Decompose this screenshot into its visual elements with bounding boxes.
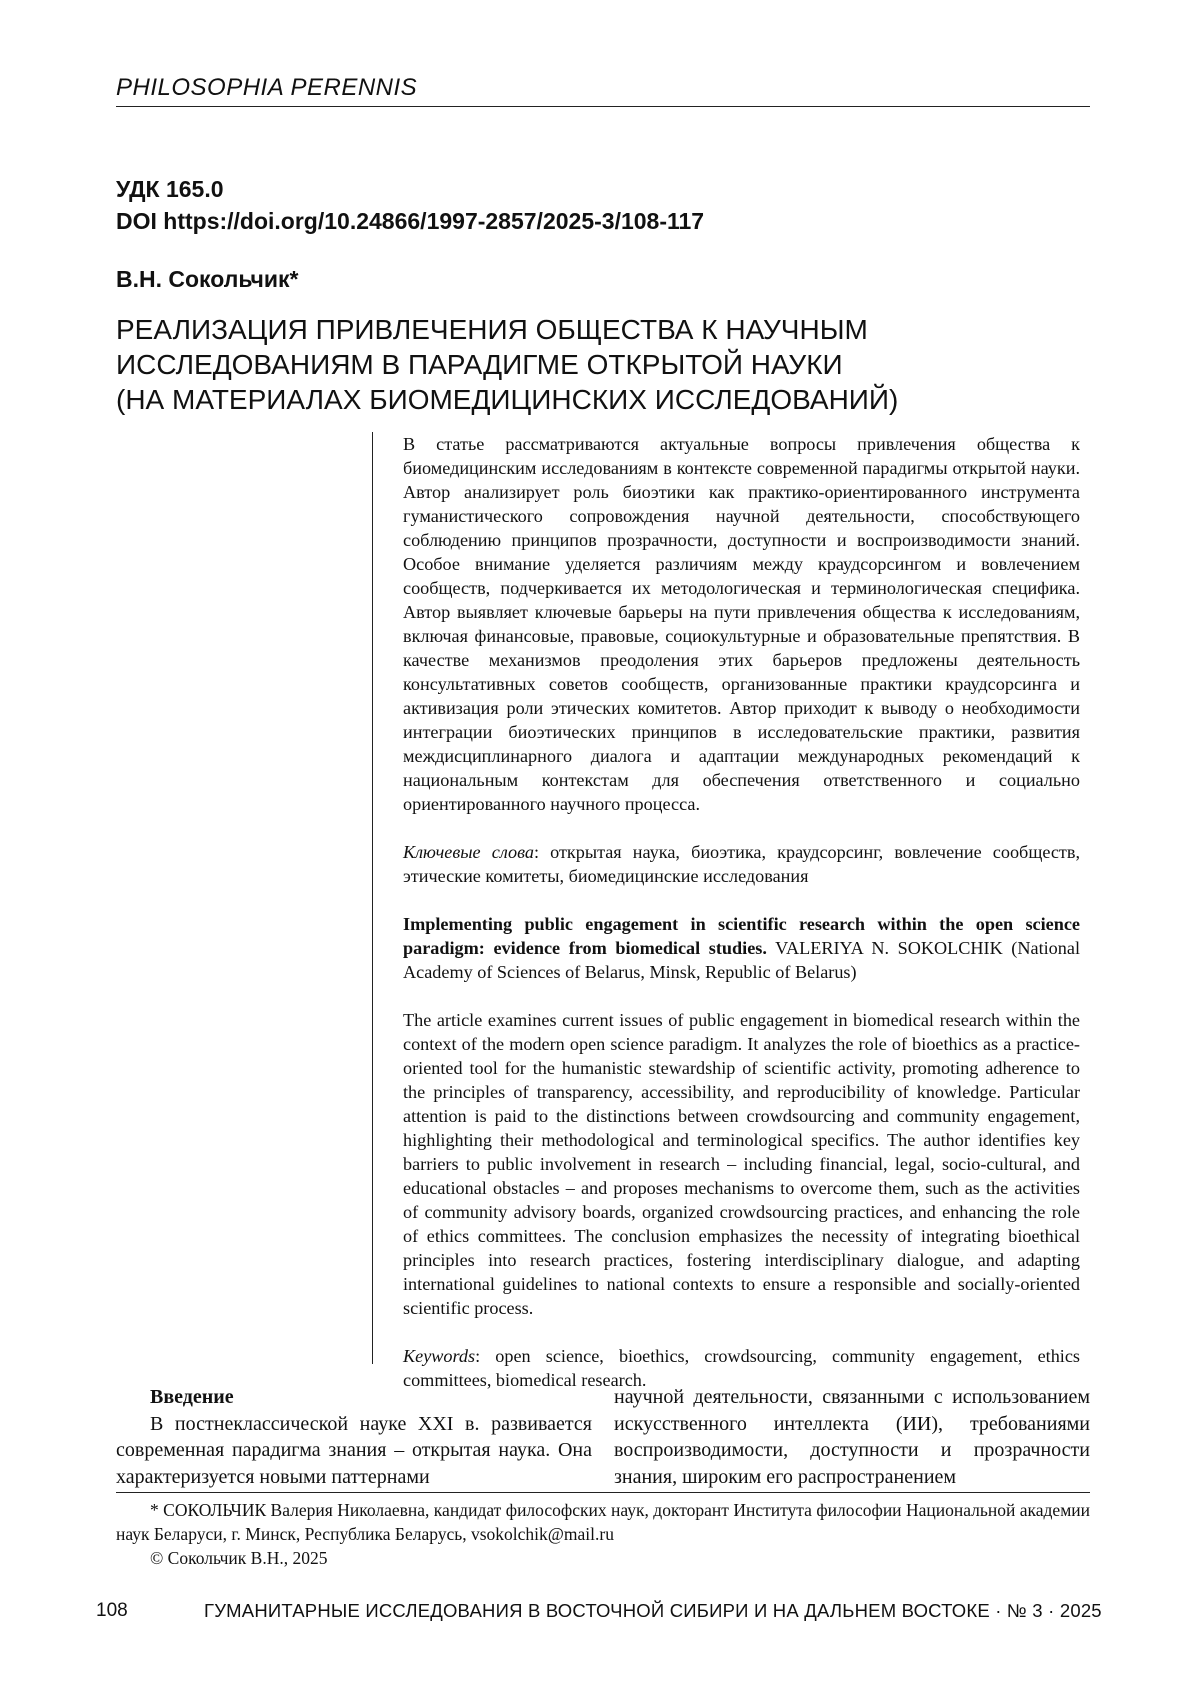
intro-heading: Введение — [150, 1386, 234, 1408]
keywords-ru-list: : открытая наука, биоэтика, краудсорсинг, вовлечение сообществ, этические комитеты, биомедицинские исследования — [403, 842, 1081, 886]
udc-code: УДК 165.0 — [116, 176, 224, 202]
article-title — [116, 312, 1016, 417]
abstract-ru: В статье рассматриваются актуальные вопросы привлечения общества к биомедицинским исследованиям в контексте современной парадигмы открытой науки. Автор анализирует роль биоэтики как практико-ориентированного инструмента гуманистического сопровождения научной деятельности, способствующего соблюдению принципов прозрачности, доступности и воспроизводимости знаний. Особое внимание уделяется различиям между краудсорсингом и вовлечением сообществ, подчеркивается их методологическая и терминологическая специфика. Автор выявляет ключевые барьеры на пути привлечения общества к исследованиям, включая финансовые, правовые, социокультурные и образовательные препятствия. В качестве механизмов преодоления этих барьеров предложены деятельность консультативных советов сообществ, организованные практики краудсорсинга и активизация роли этических комитетов. Автор приходит к выводу о необходимости интеграции биоэтических принципов в исследовательские практики, развития междисциплинарного диалога и адаптации международных рекомендаций к национальным контекстам для обеспечения ответственного и социально ориентированного научного процесса. — [403, 434, 1080, 814]
doi-link[interactable]: DOI https://doi.org/10.24866/1997-2857/2025-3/108-117 — [116, 208, 705, 234]
title-line: (НА МАТЕРИАЛАХ БИОМЕДИЦИНСКИХ ИССЛЕДОВАНИЙ) — [116, 384, 899, 415]
keywords-en-list: : open science, bioethics, crowdsourcing, community engagement, ethics committees, biomedical research. — [403, 1346, 1080, 1390]
title-line: РЕАЛИЗАЦИЯ ПРИВЛЕЧЕНИЯ ОБЩЕСТВА К НАУЧНЫМ — [116, 314, 868, 345]
abstract-en: The article examines current issues of public engagement in biomedical research within the context of the modern open science paradigm. It analyzes the role of bioethics as a practice-oriented tool for the humanistic stewardship of scientific activity, promoting adherence to the principles of transparency, accessibility, and reproducibility of knowledge. Particular attention is paid to the distinctions between crowdsourcing and community engagement, highlighting their methodological and terminological specifics. The author identifies key barriers to public involvement in research – including financial, legal, socio-cultural, and educational obstacles – and proposes mechanisms to overcome them, such as the activities of community advisory boards, organized crowdsourcing practices, and enhancing the role of ethics committees. The conclusion emphasizes the necessity of integrating bioethical principles into research practices, fostering interdisciplinary dialogue, and adapting international guidelines to national contexts to ensure a responsible and socially-oriented scientific process. — [403, 1010, 1080, 1318]
english-author: VALERIYA N. SOKOLCHIK (National Academy of Sciences of Belarus, Minsk, Republic of Belarus) — [403, 938, 1080, 982]
abstract-block — [372, 432, 1081, 1390]
footnote-divider — [116, 1492, 1090, 1493]
english-title-block — [403, 912, 1080, 984]
running-head: PHILOSOPHIA PERENNIS — [116, 74, 1090, 107]
intro-left-text: В постнеклассической науке XXI в. развивается современная парадигма знания – открытая наука. Она характеризуется новыми паттернами — [116, 1412, 592, 1488]
title-line: ИССЛЕДОВАНИЯМ В ПАРАДИГМЕ ОТКРЫТОЙ НАУКИ — [116, 349, 843, 380]
footnote-copyright: © Сокольчик В.Н., 2025 — [150, 1548, 328, 1568]
keywords-ru-label: Ключевые слова — [403, 842, 534, 862]
journal-footer: ГУМАНИТАРНЫЕ ИССЛЕДОВАНИЯ В ВОСТОЧНОЙ СИБИРИ И НА ДАЛЬНЕМ ВОСТОКЕ · № 3 · 2025 — [204, 1600, 1102, 1621]
intro-right-column — [614, 1384, 1090, 1490]
footnote — [116, 1498, 1090, 1570]
intro-left-column — [116, 1384, 592, 1490]
keywords-ru — [403, 840, 1080, 888]
footnote-author: * СОКОЛЬЧИК Валерия Николаевна, кандидат философских наук, докторант Института философии Национальной академии наук Беларуси, г. Минск, Республика Беларусь, vsokolchik@mail.ru — [116, 1500, 1090, 1544]
english-title: Implementing public engagement in scientific research within the open science paradigm: evidence from biomedical studies. — [403, 914, 1080, 958]
keywords-en-label: Keywords — [403, 1346, 476, 1366]
page-number: 108 — [96, 1600, 128, 1621]
intro-right-text: научной деятельности, связанными с использованием искусственного интеллекта (ИИ), требованиями воспроизводимости, доступности и прозрачности знания, широким его распространением — [614, 1386, 1090, 1488]
author-name: В.Н. Сокольчик* — [116, 266, 299, 292]
